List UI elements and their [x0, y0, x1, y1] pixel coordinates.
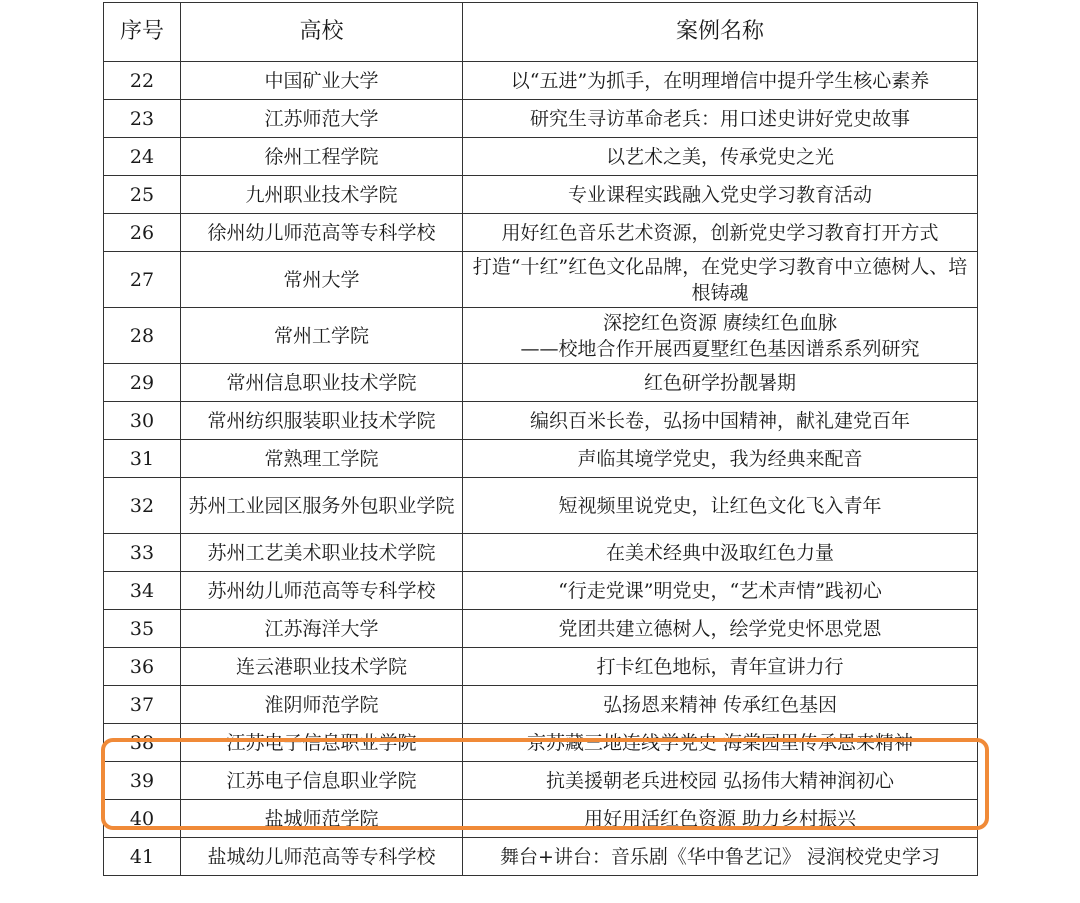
- table-row: [104, 724, 978, 762]
- school-name-cell: 常熟理工学院: [181, 440, 463, 478]
- row-number-cell: 27: [104, 252, 181, 308]
- school-name-cell: 苏州工艺美术职业技术学院: [181, 534, 463, 572]
- school-name-cell: 连云港职业技术学院: [181, 648, 463, 686]
- school-name-cell: 九州职业技术学院: [181, 176, 463, 214]
- row-number-cell: 37: [104, 686, 181, 724]
- school-name-cell: 江苏师范大学: [181, 100, 463, 138]
- row-number-cell: 30: [104, 402, 181, 440]
- header-school: 高校: [181, 3, 463, 62]
- case-name-cell: 用好用活红色资源 助力乡村振兴: [463, 800, 978, 838]
- school-name-cell: 常州大学: [181, 252, 463, 308]
- school-name-cell: 江苏电子信息职业学院: [181, 724, 463, 762]
- case-name-cell: 用好红色音乐艺术资源，创新党史学习教育打开方式: [463, 214, 978, 252]
- row-number-cell: 40: [104, 800, 181, 838]
- school-name-cell: 苏州幼儿师范高等专科学校: [181, 572, 463, 610]
- row-number-cell: 34: [104, 572, 181, 610]
- row-number-cell: 26: [104, 214, 181, 252]
- school-name-cell: 徐州工程学院: [181, 138, 463, 176]
- school-name-cell: 徐州幼儿师范高等专科学校: [181, 214, 463, 252]
- row-number-cell: 25: [104, 176, 181, 214]
- table-row: [104, 100, 978, 138]
- table-row: [104, 214, 978, 252]
- case-name-cell: 专业课程实践融入党史学习教育活动: [463, 176, 978, 214]
- row-number-cell: 31: [104, 440, 181, 478]
- case-table: [103, 2, 978, 876]
- case-name-cell: 短视频里说党史，让红色文化飞入青年: [463, 478, 978, 534]
- row-number-cell: 33: [104, 534, 181, 572]
- case-name-cell: 抗美援朝老兵进校园 弘扬伟大精神润初心: [463, 762, 978, 800]
- table-row: [104, 402, 978, 440]
- table-row: [104, 648, 978, 686]
- case-name-cell: 声临其境学党史，我为经典来配音: [463, 440, 978, 478]
- case-name-cell: “行走党课”明党史，“艺术声情”践初心: [463, 572, 978, 610]
- school-name-cell: 常州纺织服装职业技术学院: [181, 402, 463, 440]
- school-name-cell: 淮阴师范学院: [181, 686, 463, 724]
- table-row: [104, 686, 978, 724]
- table-body: [104, 62, 978, 876]
- school-name-cell: 江苏电子信息职业学院: [181, 762, 463, 800]
- row-number-cell: 35: [104, 610, 181, 648]
- table-row: [104, 308, 978, 364]
- case-name-cell: 京苏藏三地连线学党史 海棠园里传承恩来精神: [463, 724, 978, 762]
- row-number-cell: 23: [104, 100, 181, 138]
- row-number-cell: 32: [104, 478, 181, 534]
- table-row: [104, 252, 978, 308]
- table-row: [104, 610, 978, 648]
- table-row: [104, 838, 978, 876]
- table-row: [104, 364, 978, 402]
- school-name-cell: 苏州工业园区服务外包职业学院: [181, 478, 463, 534]
- row-number-cell: 22: [104, 62, 181, 100]
- row-number-cell: 39: [104, 762, 181, 800]
- school-name-cell: 江苏海洋大学: [181, 610, 463, 648]
- case-name-cell: 以“五进”为抓手，在明理增信中提升学生核心素养: [463, 62, 978, 100]
- school-name-cell: 常州工学院: [181, 308, 463, 364]
- case-name-cell: 弘扬恩来精神 传承红色基因: [463, 686, 978, 724]
- school-name-cell: 盐城幼儿师范高等专科学校: [181, 838, 463, 876]
- case-name-cell: 深挖红色资源 赓续红色血脉 ——校地合作开展西夏墅红色基因谱系系列研究: [463, 308, 978, 364]
- header-number: 序号: [104, 3, 181, 62]
- row-number-cell: 38: [104, 724, 181, 762]
- case-name-cell: 在美术经典中汲取红色力量: [463, 534, 978, 572]
- row-number-cell: 36: [104, 648, 181, 686]
- row-number-cell: 24: [104, 138, 181, 176]
- case-name-cell: 打卡红色地标，青年宣讲力行: [463, 648, 978, 686]
- case-name-cell: 舞台+讲台：音乐剧《华中鲁艺记》 浸润校党史学习: [463, 838, 978, 876]
- case-name-cell: 以艺术之美，传承党史之光: [463, 138, 978, 176]
- case-name-cell: 研究生寻访革命老兵：用口述史讲好党史故事: [463, 100, 978, 138]
- table-row: [104, 534, 978, 572]
- table-row: [104, 440, 978, 478]
- table-row: [104, 762, 978, 800]
- table-row: [104, 572, 978, 610]
- school-name-cell: 盐城师范学院: [181, 800, 463, 838]
- case-name-cell: 打造“十红”红色文化品牌，在党史学习教育中立德树人、培根铸魂: [463, 252, 978, 308]
- school-name-cell: 常州信息职业技术学院: [181, 364, 463, 402]
- header-case-name: 案例名称: [463, 3, 978, 62]
- case-name-cell: 红色研学扮靓暑期: [463, 364, 978, 402]
- row-number-cell: 41: [104, 838, 181, 876]
- table-row: [104, 478, 978, 534]
- row-number-cell: 29: [104, 364, 181, 402]
- table-header-row: [104, 3, 978, 62]
- table-row: [104, 138, 978, 176]
- table-row: [104, 800, 978, 838]
- table-row: [104, 176, 978, 214]
- row-number-cell: 28: [104, 308, 181, 364]
- case-name-cell: 党团共建立德树人，绘学党史怀思党恩: [463, 610, 978, 648]
- table-row: [104, 62, 978, 100]
- school-name-cell: 中国矿业大学: [181, 62, 463, 100]
- case-name-cell: 编织百米长卷，弘扬中国精神，献礼建党百年: [463, 402, 978, 440]
